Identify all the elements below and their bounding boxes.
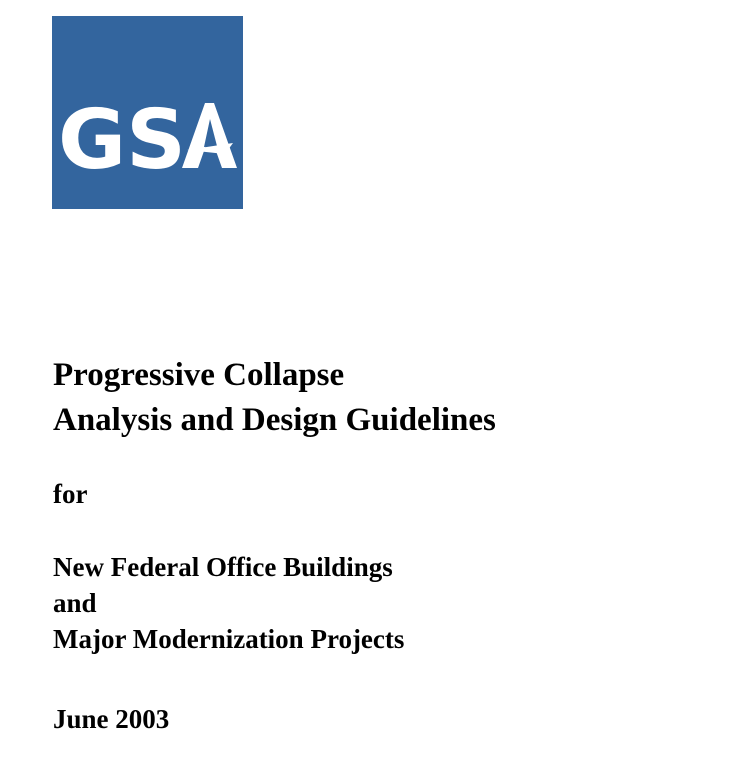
title-line-2: Analysis and Design Guidelines: [53, 402, 496, 438]
subtitle-line-1: New Federal Office Buildings: [53, 552, 393, 582]
for-text: for: [53, 479, 88, 509]
title-line-1: Progressive Collapse: [53, 357, 345, 393]
svg-text:GS: GS: [58, 93, 186, 188]
subtitle-line-2: and: [53, 588, 97, 618]
gsa-logo: [52, 16, 243, 209]
gsa-star-logo-icon: [52, 16, 243, 209]
subtitle-line-3: Major Modernization Projects: [53, 624, 405, 654]
publication-date: June 2003: [53, 704, 170, 734]
